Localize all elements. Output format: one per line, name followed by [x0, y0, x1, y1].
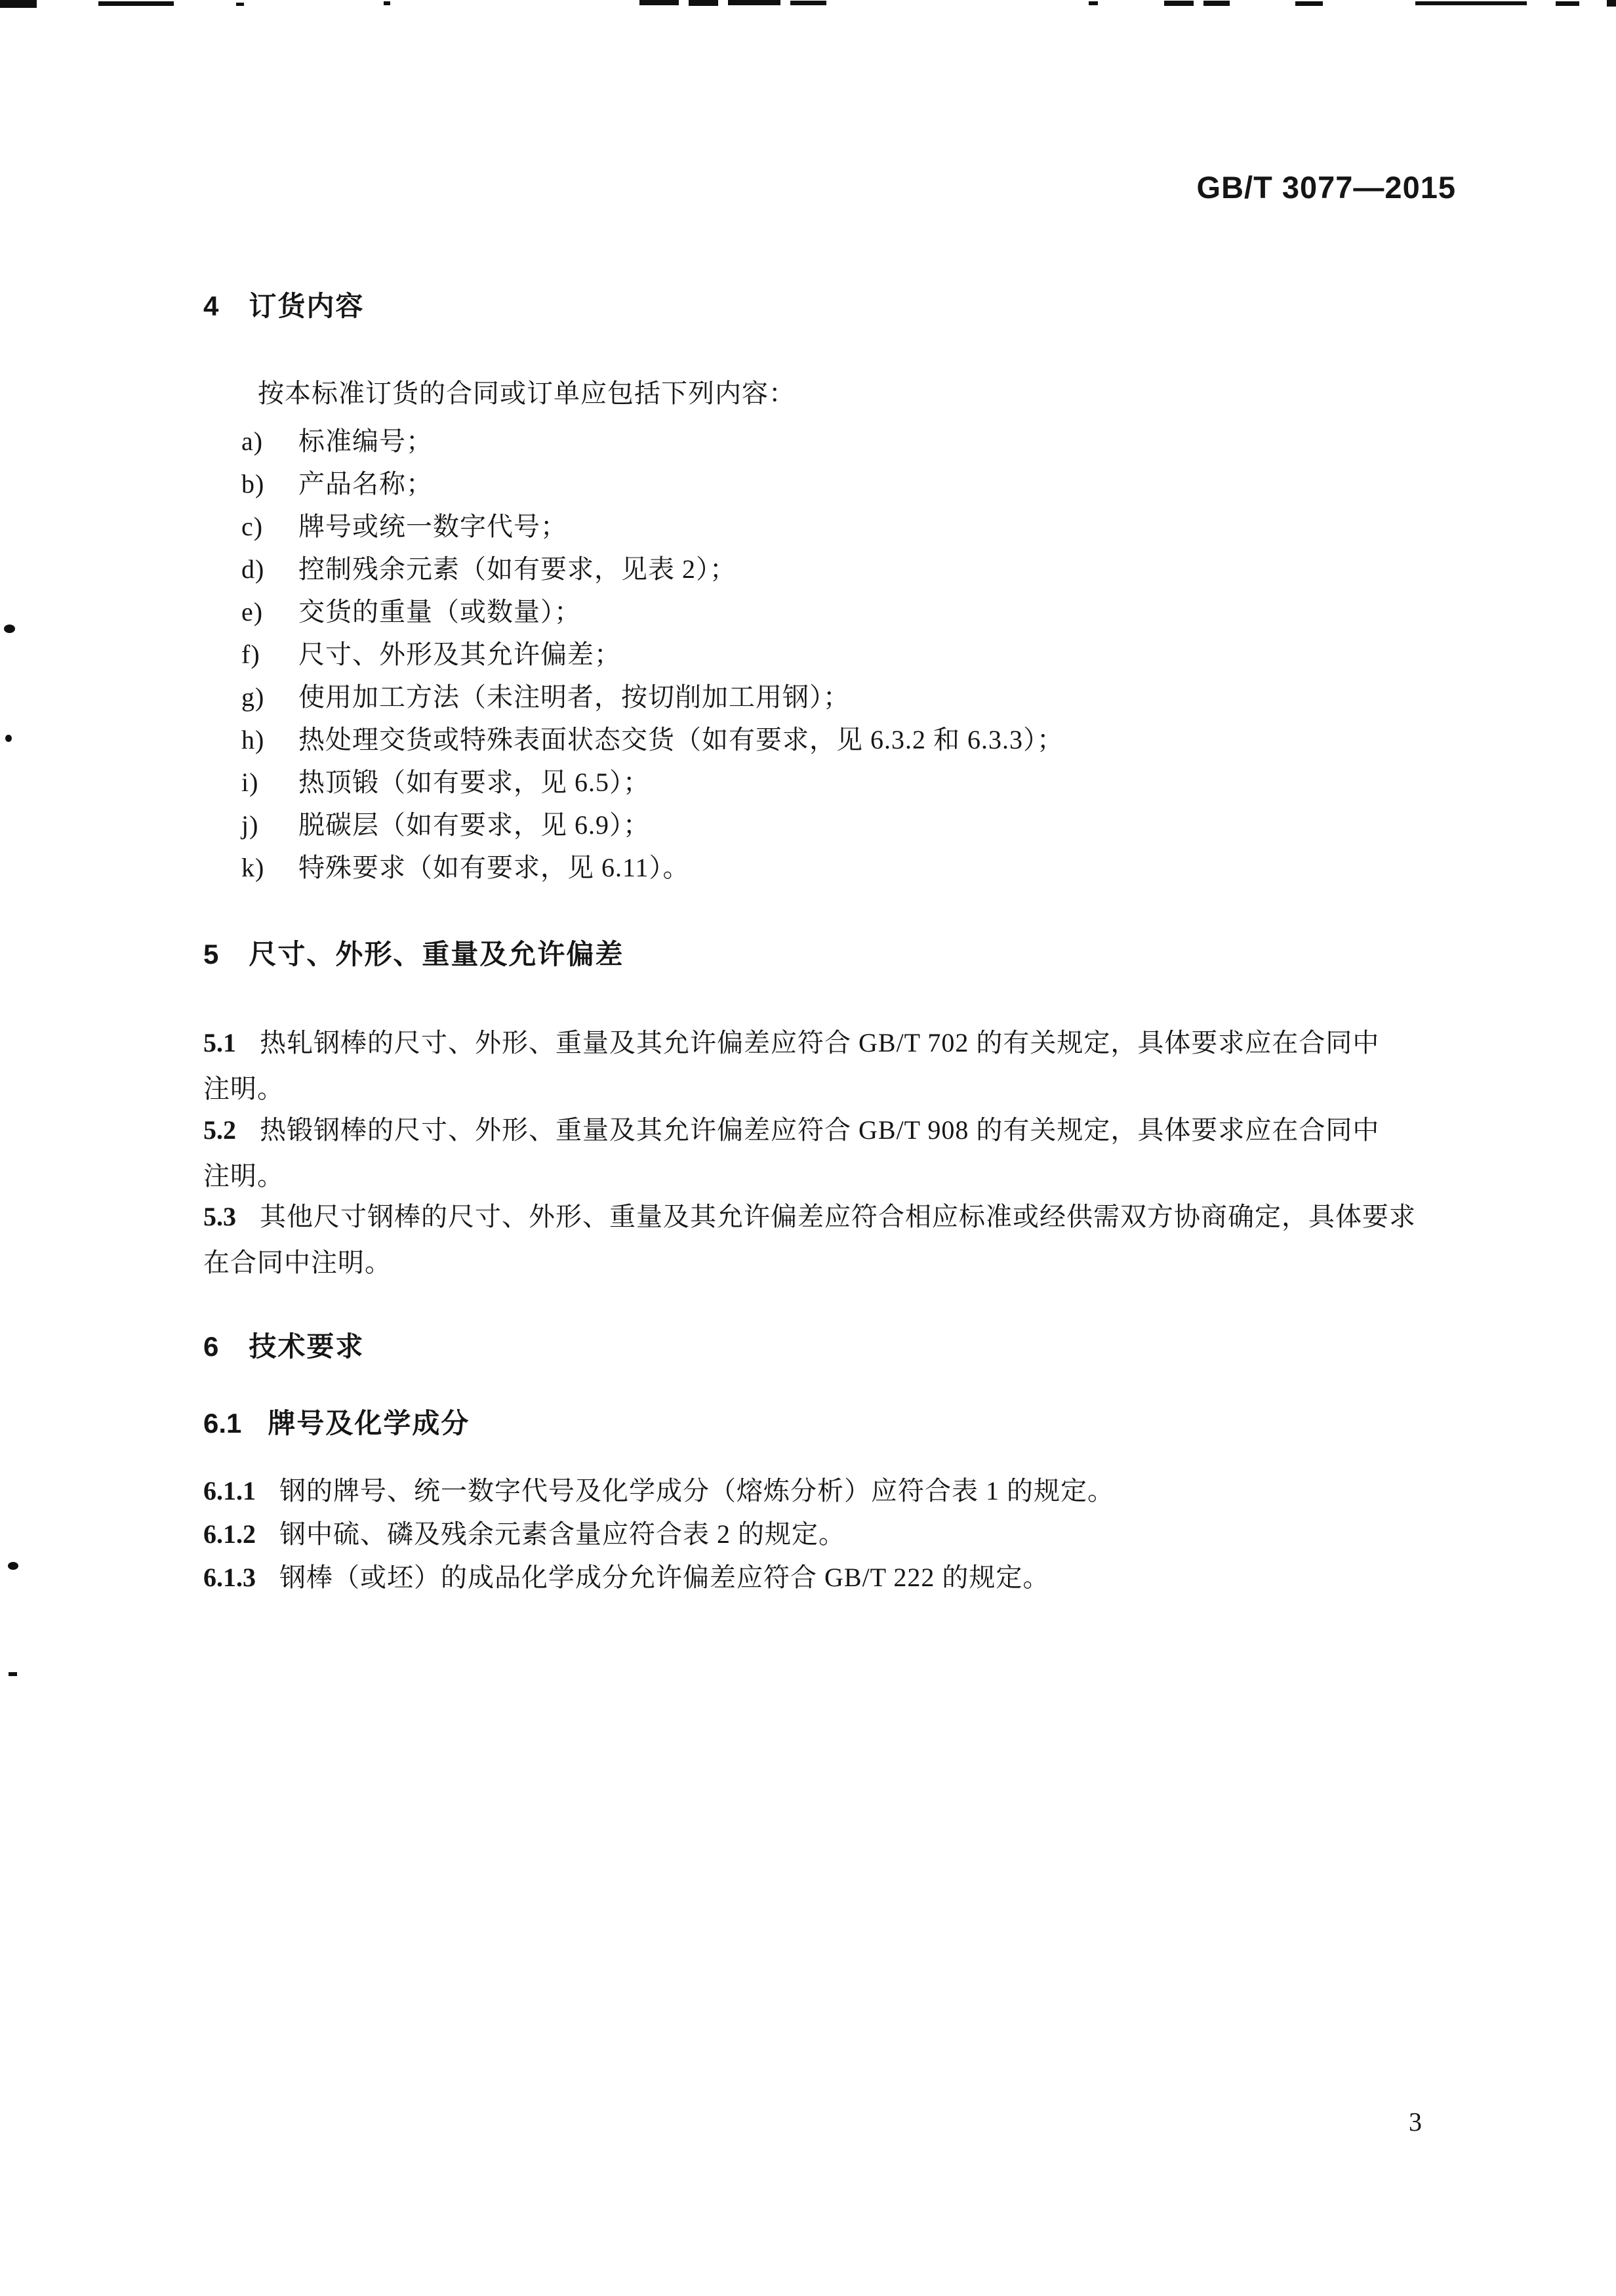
clause-number: 6.1.3: [203, 1563, 256, 1592]
section-5-heading: [203, 935, 624, 974]
clause-text: 钢中硫、磷及残余元素含量应符合表 2 的规定。: [279, 1519, 845, 1549]
clause-text: 钢棒（或坯）的成品化学成分允许偏差应符合 GB/T 222 的规定。: [279, 1563, 1050, 1592]
standard-number-header: GB/T 3077—2015: [1196, 170, 1456, 205]
clause-number: 6.1.1: [203, 1476, 256, 1506]
clause-5-3: [203, 1194, 1416, 1286]
list-item: [241, 804, 1064, 846]
section-4-heading: [203, 287, 364, 326]
section-6-title: 技术要求: [249, 1331, 365, 1362]
section-5-number: 5: [203, 939, 219, 970]
list-item: [241, 676, 1064, 718]
scan-speck: [8, 1562, 18, 1570]
list-item-text: 使用加工方法（未注明者，按切削加工用钢）；: [298, 682, 850, 712]
list-item-letter: g): [241, 682, 265, 712]
scan-artifact: [1295, 1, 1323, 6]
list-item: [241, 761, 1064, 804]
page-number: 3: [1409, 2107, 1422, 2137]
section-6-heading: [203, 1327, 364, 1366]
section-4-title: 订货内容: [249, 291, 365, 321]
list-item-letter: a): [241, 426, 264, 456]
clause-line: [203, 1020, 1379, 1066]
list-item-text: 尺寸、外形及其允许偏差；: [298, 640, 621, 669]
scan-artifact: [639, 0, 679, 5]
list-item: [241, 548, 1064, 590]
scan-speck: [9, 1672, 17, 1676]
section-4-number: 4: [203, 291, 219, 321]
clause-number: 6.1.2: [203, 1519, 256, 1549]
list-item: [241, 505, 1064, 548]
list-item-letter: d): [241, 554, 265, 584]
list-item: [241, 633, 1064, 676]
list-item-text: 热处理交货或特殊表面状态交货（如有要求，见 6.3.2 和 6.3.3）；: [298, 725, 1064, 754]
scan-speck: [5, 735, 12, 742]
scan-artifact: [689, 0, 718, 6]
clause-line: [203, 1556, 1114, 1599]
scan-artifact: [728, 0, 780, 5]
list-item-text: 热顶锻（如有要求，见 6.5）；: [298, 768, 650, 797]
list-item-letter: i): [241, 768, 259, 797]
list-item: [241, 462, 1064, 505]
list-item-text: 产品名称；: [298, 469, 433, 499]
clause-text: 钢的牌号、统一数字代号及化学成分（熔炼分析）应符合表 1 的规定。: [279, 1476, 1114, 1506]
list-item-text: 交货的重量（或数量）；: [298, 597, 581, 626]
scan-speck: [4, 625, 15, 633]
scan-artifact: [384, 1, 390, 5]
list-item-letter: c): [241, 512, 264, 541]
list-item-letter: h): [241, 725, 265, 754]
list-item-text: 控制残余元素（如有要求，见表 2）；: [298, 554, 737, 584]
section-6-1-clauses: [203, 1469, 1114, 1599]
clause-text: 热轧钢棒的尺寸、外形、重量及其允许偏差应符合 GB/T 702 的有关规定，具体要求应在合同中: [260, 1028, 1380, 1057]
clause-line: 注明。: [203, 1074, 284, 1103]
list-item-letter: k): [241, 853, 265, 882]
section-6-1-title: 牌号及化学成分: [268, 1408, 470, 1439]
clause-line: 注明。: [203, 1161, 284, 1191]
scan-artifact: [790, 1, 826, 5]
section-5-title: 尺寸、外形、重量及允许偏差: [249, 939, 624, 970]
scan-artifact: [0, 0, 37, 8]
scan-artifact: [98, 1, 174, 6]
clause-text: 热锻钢棒的尺寸、外形、重量及其允许偏差应符合 GB/T 908 的有关规定，具体要求应在合同中: [260, 1115, 1380, 1145]
list-item-text: 牌号或统一数字代号；: [298, 512, 567, 541]
order-content-list: [241, 420, 1064, 889]
list-item-text: 标准编号；: [298, 426, 433, 456]
list-item: [241, 590, 1064, 633]
clause-text: 其他尺寸钢棒的尺寸、外形、重量及其允许偏差应符合相应标准或经供需双方协商确定，具体要求: [260, 1202, 1416, 1231]
clause-number: 5.3: [203, 1202, 236, 1231]
list-item: [241, 420, 1064, 462]
list-item-letter: b): [241, 469, 265, 499]
clause-line: 在合同中注明。: [203, 1248, 392, 1277]
list-item-letter: f): [241, 640, 260, 669]
clause-5-2: [203, 1107, 1379, 1199]
scan-artifact: [1415, 1, 1527, 5]
clause-line: [203, 1194, 1416, 1240]
clause-number: 5.1: [203, 1028, 236, 1057]
clause-line: [203, 1469, 1114, 1513]
section-4-intro: 按本标准订货的合同或订单应包括下列内容：: [258, 379, 796, 408]
section-6-number: 6: [203, 1331, 219, 1362]
scan-artifact: [236, 3, 244, 6]
scan-artifact: [1556, 1, 1579, 6]
clause-5-1: [203, 1020, 1379, 1112]
clause-number: 5.2: [203, 1115, 236, 1145]
scan-artifact: [1203, 1, 1230, 6]
list-item: [241, 846, 1064, 889]
section-6-1-number: 6.1: [203, 1408, 242, 1439]
list-item-text: 脱碳层（如有要求，见 6.9）；: [298, 810, 650, 840]
scan-artifact: [1089, 1, 1098, 5]
scan-artifact: [1607, 0, 1616, 7]
clause-line: [203, 1107, 1379, 1153]
section-6-1-heading: [203, 1404, 470, 1443]
list-item-text: 特殊要求（如有要求，见 6.11）。: [298, 853, 690, 882]
list-item-letter: j): [241, 810, 259, 840]
list-item-letter: e): [241, 597, 264, 626]
clause-line: [203, 1513, 1114, 1556]
list-item: [241, 718, 1064, 761]
scan-artifact: [1164, 1, 1194, 6]
